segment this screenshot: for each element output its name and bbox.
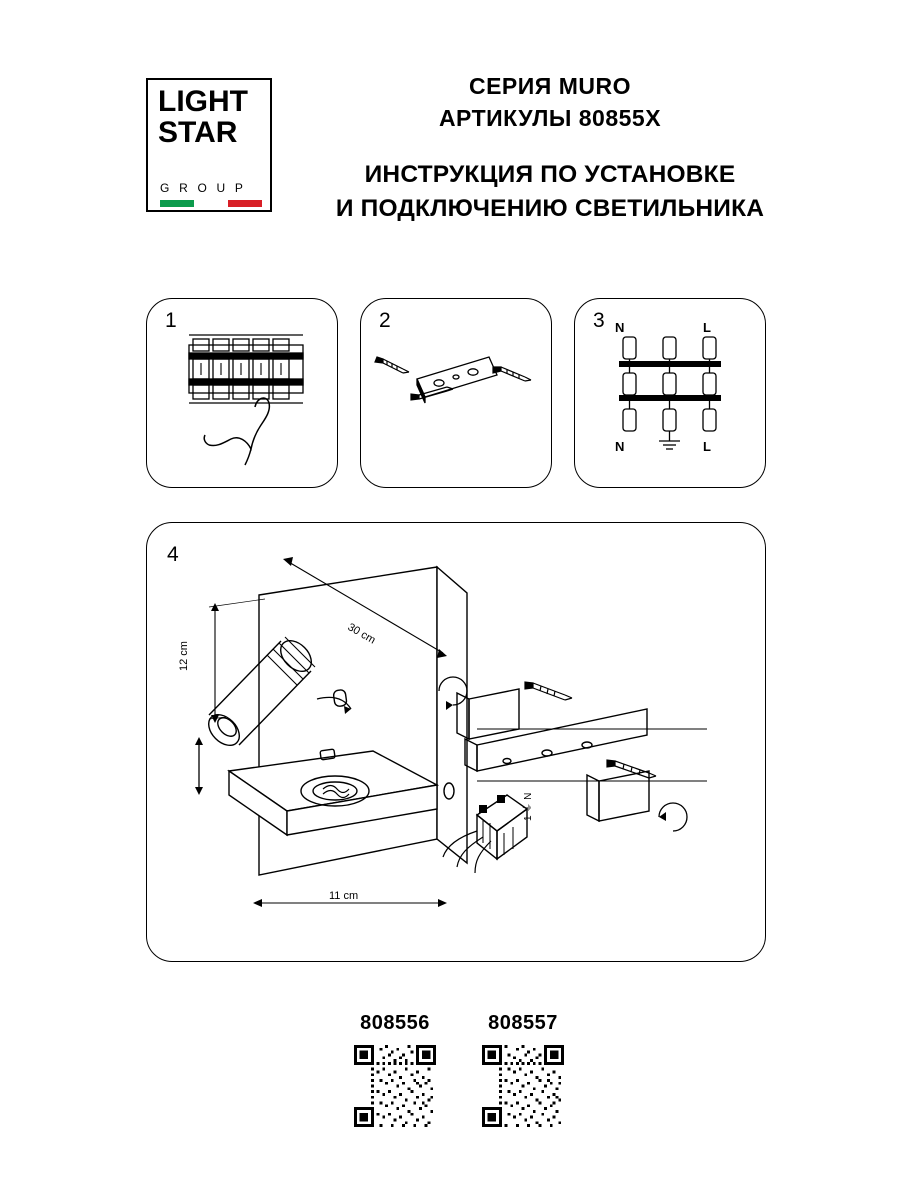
step-1-illustration [147, 299, 339, 489]
dimension-width-label: 11 cm [329, 890, 359, 902]
step-panel-2 [360, 298, 552, 488]
step-number-4: 4 [167, 543, 179, 566]
terminal-label-n-top: N [615, 320, 625, 335]
qr-code-icon[interactable] [354, 1045, 436, 1127]
step-2-illustration [361, 299, 553, 489]
qr-item-808557 [458, 1012, 588, 1132]
terminal-label-n-bottom: N [615, 439, 625, 454]
step-number-1: 1 [165, 309, 177, 332]
terminal-marking-label: 1 ⏚ N [523, 792, 534, 821]
italy-flag-icon [160, 200, 262, 207]
header-text-block [300, 70, 800, 226]
document-header [0, 60, 912, 240]
step-4-illustration [147, 523, 767, 963]
step-panel-4 [146, 522, 766, 962]
series-line: СЕРИЯ MURO [468, 73, 631, 99]
title-line-2: И ПОДКЛЮЧЕНИЮ СВЕТИЛЬНИКА [335, 195, 765, 222]
logo-line-2: STAR [158, 116, 238, 149]
step-panel-3 [574, 298, 766, 488]
product-code-label: 808556 [360, 1012, 430, 1034]
article-line: АРТИКУЛЫ 80855X [438, 105, 662, 131]
logo-line-1: LIGHT [158, 85, 248, 118]
logo-group-label: G R O U P [160, 181, 247, 195]
qr-item-808556 [330, 1012, 460, 1132]
logo-wordmark [158, 86, 248, 148]
step-panel-1 [146, 298, 338, 488]
step-number-3: 3 [593, 309, 605, 332]
terminal-label-l-top: L [703, 320, 711, 335]
qr-code-icon[interactable] [482, 1045, 564, 1127]
step-number-2: 2 [379, 309, 391, 332]
title-line-1: ИНСТРУКЦИЯ ПО УСТАНОВКЕ [364, 161, 736, 188]
step-3-illustration [575, 299, 767, 489]
brand-logo [146, 78, 272, 212]
terminal-label-l-bottom: L [703, 439, 711, 454]
product-code-label: 808557 [488, 1012, 558, 1034]
dimension-depth-label: 30 cm [345, 621, 378, 647]
dimension-height-label: 12 cm [178, 641, 190, 671]
